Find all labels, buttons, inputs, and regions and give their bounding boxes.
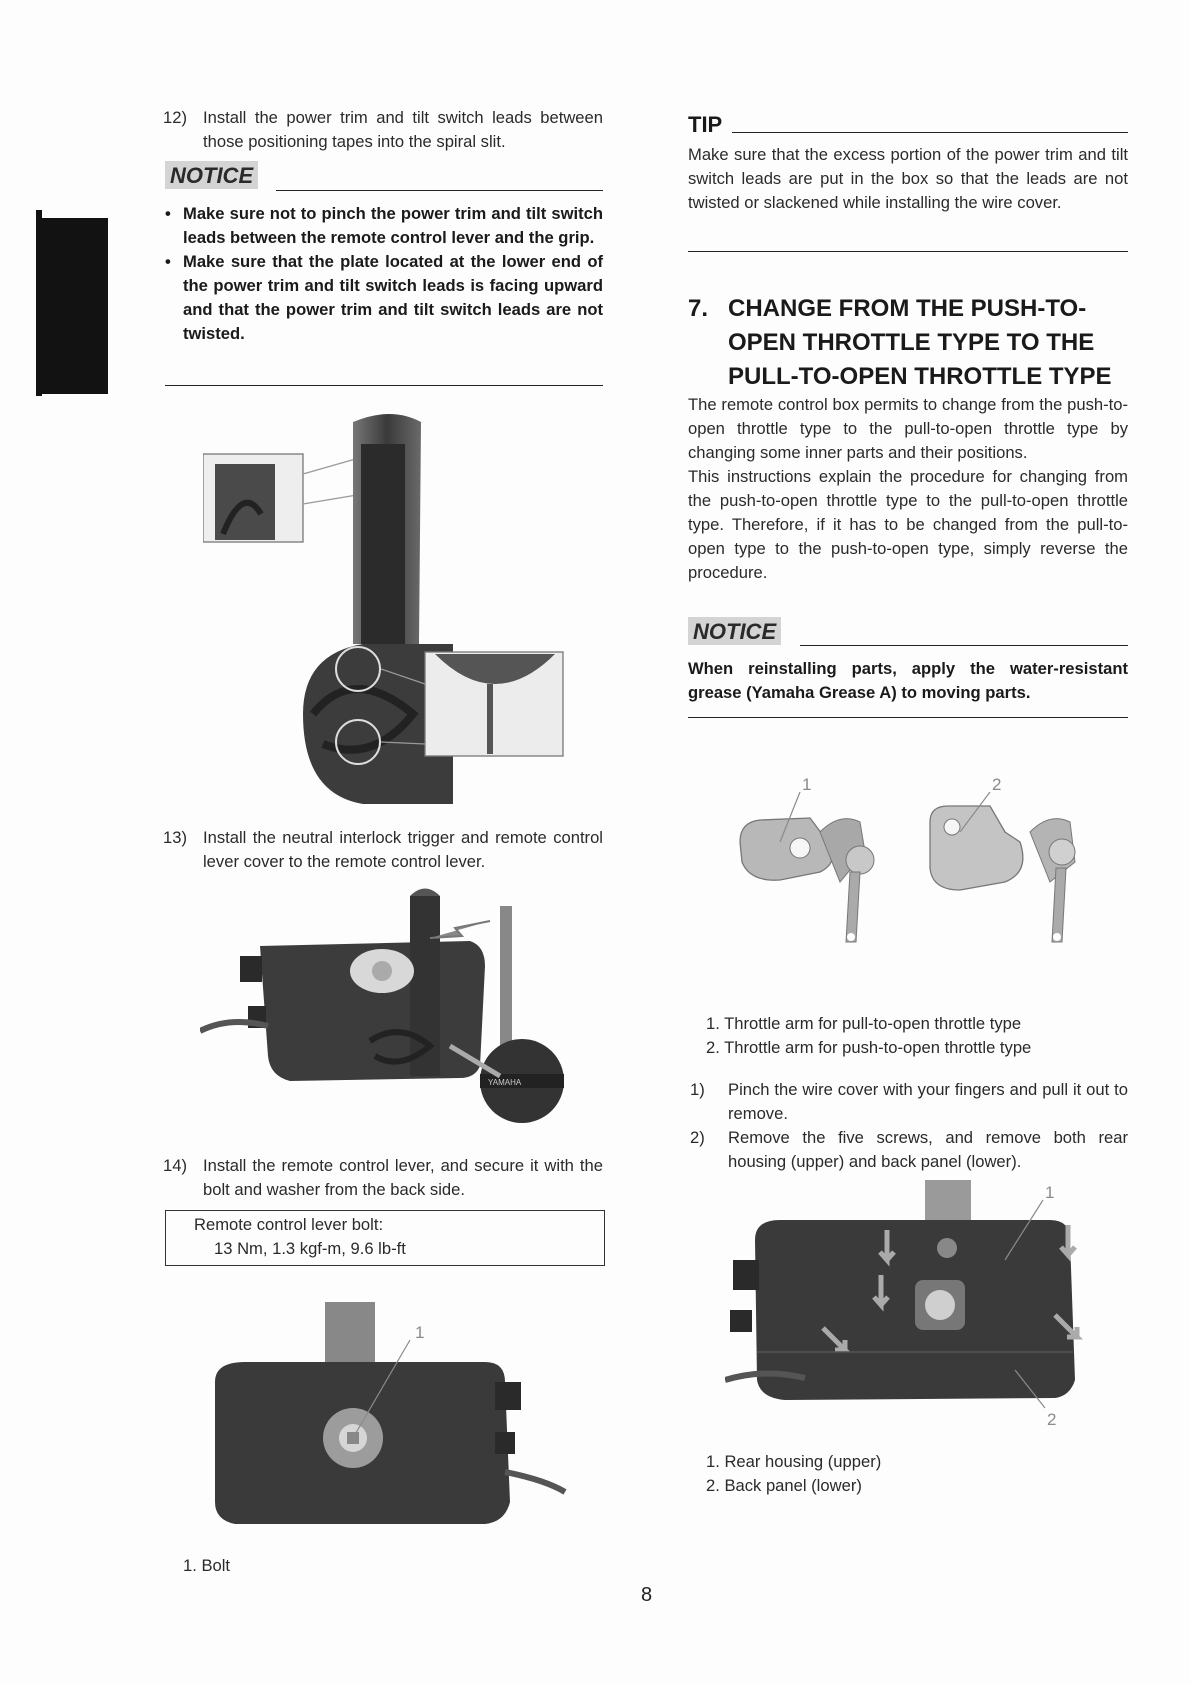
intro-text-1: The remote control box permits to change from the push-to-open throttle type to the pull-to-open throttle type by changing some inner parts and their positions. <box>688 395 1128 462</box>
figure-rear-housing <box>725 1180 1105 1430</box>
torque-value: 13 Nm, 1.3 kgf-m, 9.6 lb-ft <box>214 1239 406 1258</box>
notice-bullet: • Make sure not to pinch the power trim and tilt switch leads between the remote control lever and the grip. <box>165 202 603 250</box>
figure-lever-cover <box>200 886 580 1126</box>
caption-item: 1. Rear housing (upper) <box>706 1452 882 1471</box>
torque-label: Remote control lever bolt: <box>194 1215 384 1234</box>
notice-heading <box>165 163 258 189</box>
step-text: Remove the five screws, and remove both rear housing (upper) and back panel (lower). <box>728 1128 1128 1171</box>
section-tab-bar <box>36 218 108 394</box>
notice-text: When reinstalling parts, apply the water-resistant grease (Yamaha Grease A) to moving parts. <box>688 659 1128 702</box>
page-number: 8 <box>641 1584 653 1606</box>
figure-throttle-arms <box>720 772 1100 972</box>
torque-spec-box <box>165 1210 605 1266</box>
tip-heading: TIP <box>688 112 723 137</box>
figure-caption: 1. Bolt <box>183 1556 231 1575</box>
step-number: 12) <box>163 108 187 127</box>
figure-caption <box>706 1012 1031 1060</box>
figure-bolt <box>205 1302 575 1528</box>
intro-text-2: This instructions explain the procedure for changing from the push-to-open throttle type to the pull-to-open throttle type. Therefore, if it has to be changed from the pull-to-open type to the push-to-open type, simply reverse the procedure. <box>688 467 1128 582</box>
cover-brand-mark: YAMAHA <box>488 1078 522 1087</box>
callout-number: 1 <box>802 775 812 794</box>
step-text: Install the remote control lever, and secure it with the bolt and washer from the back side. <box>203 1156 603 1199</box>
step-text: Install the power trim and tilt switch leads between those positioning tapes into the spiral slit. <box>203 108 603 151</box>
step-text: Pinch the wire cover with your fingers and pull it out to remove. <box>728 1080 1128 1123</box>
step-number: 2) <box>690 1128 705 1147</box>
caption-item: 2. Throttle arm for push-to-open throttle type <box>706 1038 1032 1057</box>
notice-heading <box>688 619 781 645</box>
figure-caption <box>706 1450 881 1498</box>
callout-number: 2 <box>1047 1410 1057 1429</box>
notice-rule-bottom <box>688 717 1128 718</box>
section-title-line: PULL-TO-OPEN THROTTLE TYPE <box>728 363 1112 390</box>
notice-label: NOTICE <box>688 617 781 645</box>
tip-rule-bottom <box>688 251 1128 252</box>
section-title-line: OPEN THROTTLE TYPE TO THE <box>728 329 1095 356</box>
callout-number: 1 <box>1045 1183 1055 1202</box>
section-title-line: CHANGE FROM THE PUSH-TO- <box>728 295 1087 322</box>
figure-lever-leads <box>203 414 573 804</box>
step-number: 1) <box>690 1080 705 1099</box>
notice-rule-top <box>800 645 1128 646</box>
step-number: 13) <box>163 828 187 847</box>
callout-number: 1 <box>415 1323 425 1342</box>
notice-label: NOTICE <box>165 161 258 189</box>
section-tab-bar-edge <box>36 210 42 396</box>
notice-rule-bottom <box>165 385 603 386</box>
step-number: 14) <box>163 1156 187 1175</box>
notice-bullet: • Make sure that the plate located at the lower end of the power trim and tilt switch leads is facing upward and that the power trim and tilt switch leads are not twisted. <box>165 250 603 346</box>
intro-paragraph <box>688 393 1128 585</box>
caption-item: 2. Back panel (lower) <box>706 1476 862 1495</box>
notice-bullets <box>165 202 603 346</box>
callout-number: 2 <box>992 775 1002 794</box>
step-text: Install the neutral interlock trigger and remote control lever cover to the remote control lever. <box>203 828 603 871</box>
notice-rule-top <box>276 190 603 191</box>
caption-item: 1. Throttle arm for pull-to-open throttle type <box>706 1014 1022 1033</box>
tip-text: Make sure that the excess portion of the power trim and tilt switch leads are put in the box so that the leads are not twisted or slackened while installing the wire cover. <box>688 145 1128 212</box>
section-number: 7. <box>688 295 709 322</box>
tip-rule-top <box>732 132 1128 133</box>
